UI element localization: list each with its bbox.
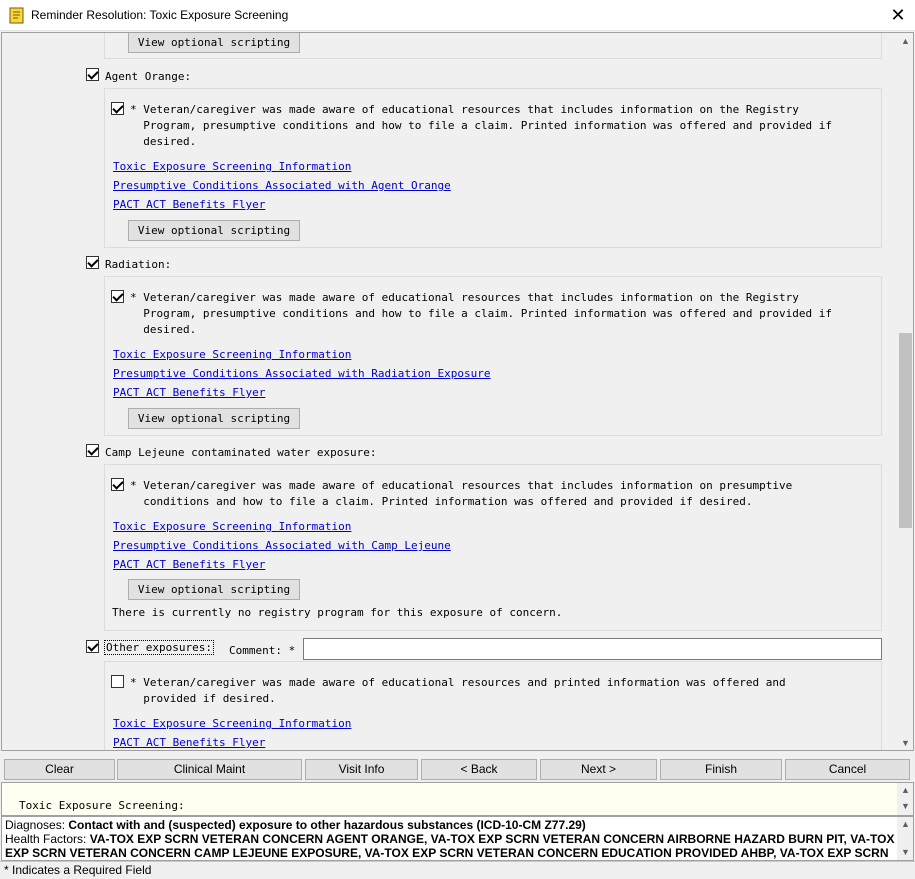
dialog-elements: [62, 33, 897, 751]
other-exposures-checkbox[interactable]: [86, 640, 99, 653]
edu-text-line: provided if desired.: [130, 692, 276, 705]
reminder-app-icon: [8, 7, 25, 24]
info-text: [5, 818, 895, 861]
radiation-label: Radiation:: [105, 258, 172, 271]
next-button[interactable]: Next >: [540, 759, 657, 780]
other-exposures-group: [104, 661, 882, 751]
scroll-up-icon[interactable]: ▲: [901, 785, 910, 795]
link-presumptive-agent-orange[interactable]: Presumptive Conditions Associated with Agent Orange: [113, 179, 451, 192]
scroll-up-icon[interactable]: ▲: [901, 819, 910, 829]
link-toxic-exposure-info[interactable]: Toxic Exposure Screening Information: [113, 348, 352, 361]
link-pact-act-flyer[interactable]: PACT ACT Benefits Flyer: [113, 558, 266, 571]
edu-text-line: * Veteran/caregiver was made aware of educational resources that includes information on the Registry: [130, 291, 799, 304]
camp-lejeune-education-checkbox[interactable]: [111, 478, 124, 491]
edu-text-line: desired.: [130, 135, 197, 148]
clear-button[interactable]: Clear: [4, 759, 115, 780]
title-bar: [0, 0, 915, 31]
button-bar: [0, 755, 915, 782]
view-optional-scripting-button[interactable]: View optional scripting: [128, 408, 300, 429]
agent-orange-label: Agent Orange:: [105, 70, 192, 83]
edu-text-line: * Veteran/caregiver was made aware of educational resources that includes information on presumptive: [130, 479, 793, 492]
visit-info-button[interactable]: Visit Info: [305, 759, 418, 780]
status-bar: * Indicates a Required Field: [0, 861, 915, 879]
health-factors-value: VA-TOX EXP SCRN VETERAN CONCERN AGENT ORANGE, VA-TOX EXP SCRN VETERAN CONCERN AIRBORNE HAZARD BURN PIT, VA-TOX EXP SCRN VETERAN CONCERN CAMP LEJEUNE EXPOSURE, VA-TOX EXP SCRN VETERAN CONCERN EDUCATION PROVIDED AHBP, VA-TOX EXP SCRN: [5, 832, 895, 860]
link-pact-act-flyer[interactable]: PACT ACT Benefits Flyer: [113, 198, 266, 211]
scroll-thumb[interactable]: [899, 333, 912, 528]
dialog-content-pane: [1, 32, 914, 751]
radiation-group: [104, 276, 882, 436]
back-button[interactable]: < Back: [421, 759, 537, 780]
left-margin: [2, 33, 62, 751]
link-presumptive-radiation[interactable]: Presumptive Conditions Associated with Radiation Exposure: [113, 367, 491, 380]
scroll-down-icon[interactable]: ▼: [901, 738, 910, 748]
finish-button[interactable]: Finish: [660, 759, 782, 780]
link-pact-act-flyer[interactable]: PACT ACT Benefits Flyer: [113, 736, 266, 749]
edu-text-line: Program, presumptive conditions and how to file a claim. Printed information was offered and provided if: [130, 119, 832, 132]
edu-text-line: * Veteran/caregiver was made aware of educational resources that includes information on the Registry: [130, 103, 799, 116]
clinical-maint-button[interactable]: Clinical Maint: [117, 759, 302, 780]
camp-lejeune-checkbox[interactable]: [86, 444, 99, 457]
comment-input[interactable]: [303, 638, 882, 660]
radiation-checkbox[interactable]: [86, 256, 99, 269]
camp-lejeune-label: Camp Lejeune contaminated water exposure:: [105, 446, 377, 459]
edu-text-line: Program, presumptive conditions and how to file a claim. Printed information was offered and provided if: [130, 307, 832, 320]
info-scrollbar[interactable]: [897, 817, 914, 860]
window-title: Reminder Resolution: Toxic Exposure Screening: [31, 8, 289, 22]
cancel-button[interactable]: Cancel: [785, 759, 910, 780]
agent-orange-checkbox[interactable]: [86, 68, 99, 81]
link-toxic-exposure-info[interactable]: Toxic Exposure Screening Information: [113, 520, 352, 533]
previous-group: [104, 32, 882, 59]
edu-text-line: * Veteran/caregiver was made aware of educational resources and printed information was offered and: [130, 676, 786, 689]
agent-orange-group: [104, 88, 882, 248]
edu-text-line: conditions and how to file a claim. Printed information was offered and provided if desired.: [130, 495, 753, 508]
link-pact-act-flyer[interactable]: PACT ACT Benefits Flyer: [113, 386, 266, 399]
preview-scrollbar[interactable]: [897, 783, 914, 815]
diagnoses-label: Diagnoses:: [5, 818, 69, 832]
preview-text: Toxic Exposure Screening:: [19, 799, 185, 812]
registry-note: There is currently no registry program for this exposure of concern.: [112, 606, 563, 619]
link-toxic-exposure-info[interactable]: Toxic Exposure Screening Information: [113, 160, 352, 173]
diagnoses-value: Contact with and (suspected) exposure to other hazardous substances (ICD-10-CM Z77.29): [68, 818, 586, 832]
other-exposures-education-checkbox[interactable]: [111, 675, 124, 688]
agent-orange-education-checkbox[interactable]: [111, 102, 124, 115]
camp-lejeune-group: [104, 464, 882, 631]
scroll-down-icon[interactable]: ▼: [901, 847, 910, 857]
health-factors-label: Health Factors:: [5, 832, 90, 846]
close-icon[interactable]: ✕: [890, 5, 906, 25]
comment-label: Comment: *: [229, 644, 296, 657]
scroll-down-icon[interactable]: ▼: [901, 801, 910, 811]
radiation-education-checkbox[interactable]: [111, 290, 124, 303]
vertical-scrollbar[interactable]: [897, 33, 914, 751]
view-optional-scripting-button[interactable]: View optional scripting: [128, 579, 300, 600]
other-exposures-label: Other exposures:: [106, 641, 212, 654]
link-toxic-exposure-info[interactable]: Toxic Exposure Screening Information: [113, 717, 352, 730]
edu-text-line: desired.: [130, 323, 197, 336]
note-preview-pane[interactable]: [1, 782, 914, 816]
view-optional-scripting-button[interactable]: View optional scripting: [128, 32, 300, 53]
scroll-up-icon[interactable]: ▲: [901, 36, 910, 46]
view-optional-scripting-button[interactable]: View optional scripting: [128, 220, 300, 241]
link-presumptive-camp-lejeune[interactable]: Presumptive Conditions Associated with Camp Lejeune: [113, 539, 451, 552]
diagnoses-health-factors-pane: [1, 816, 914, 861]
